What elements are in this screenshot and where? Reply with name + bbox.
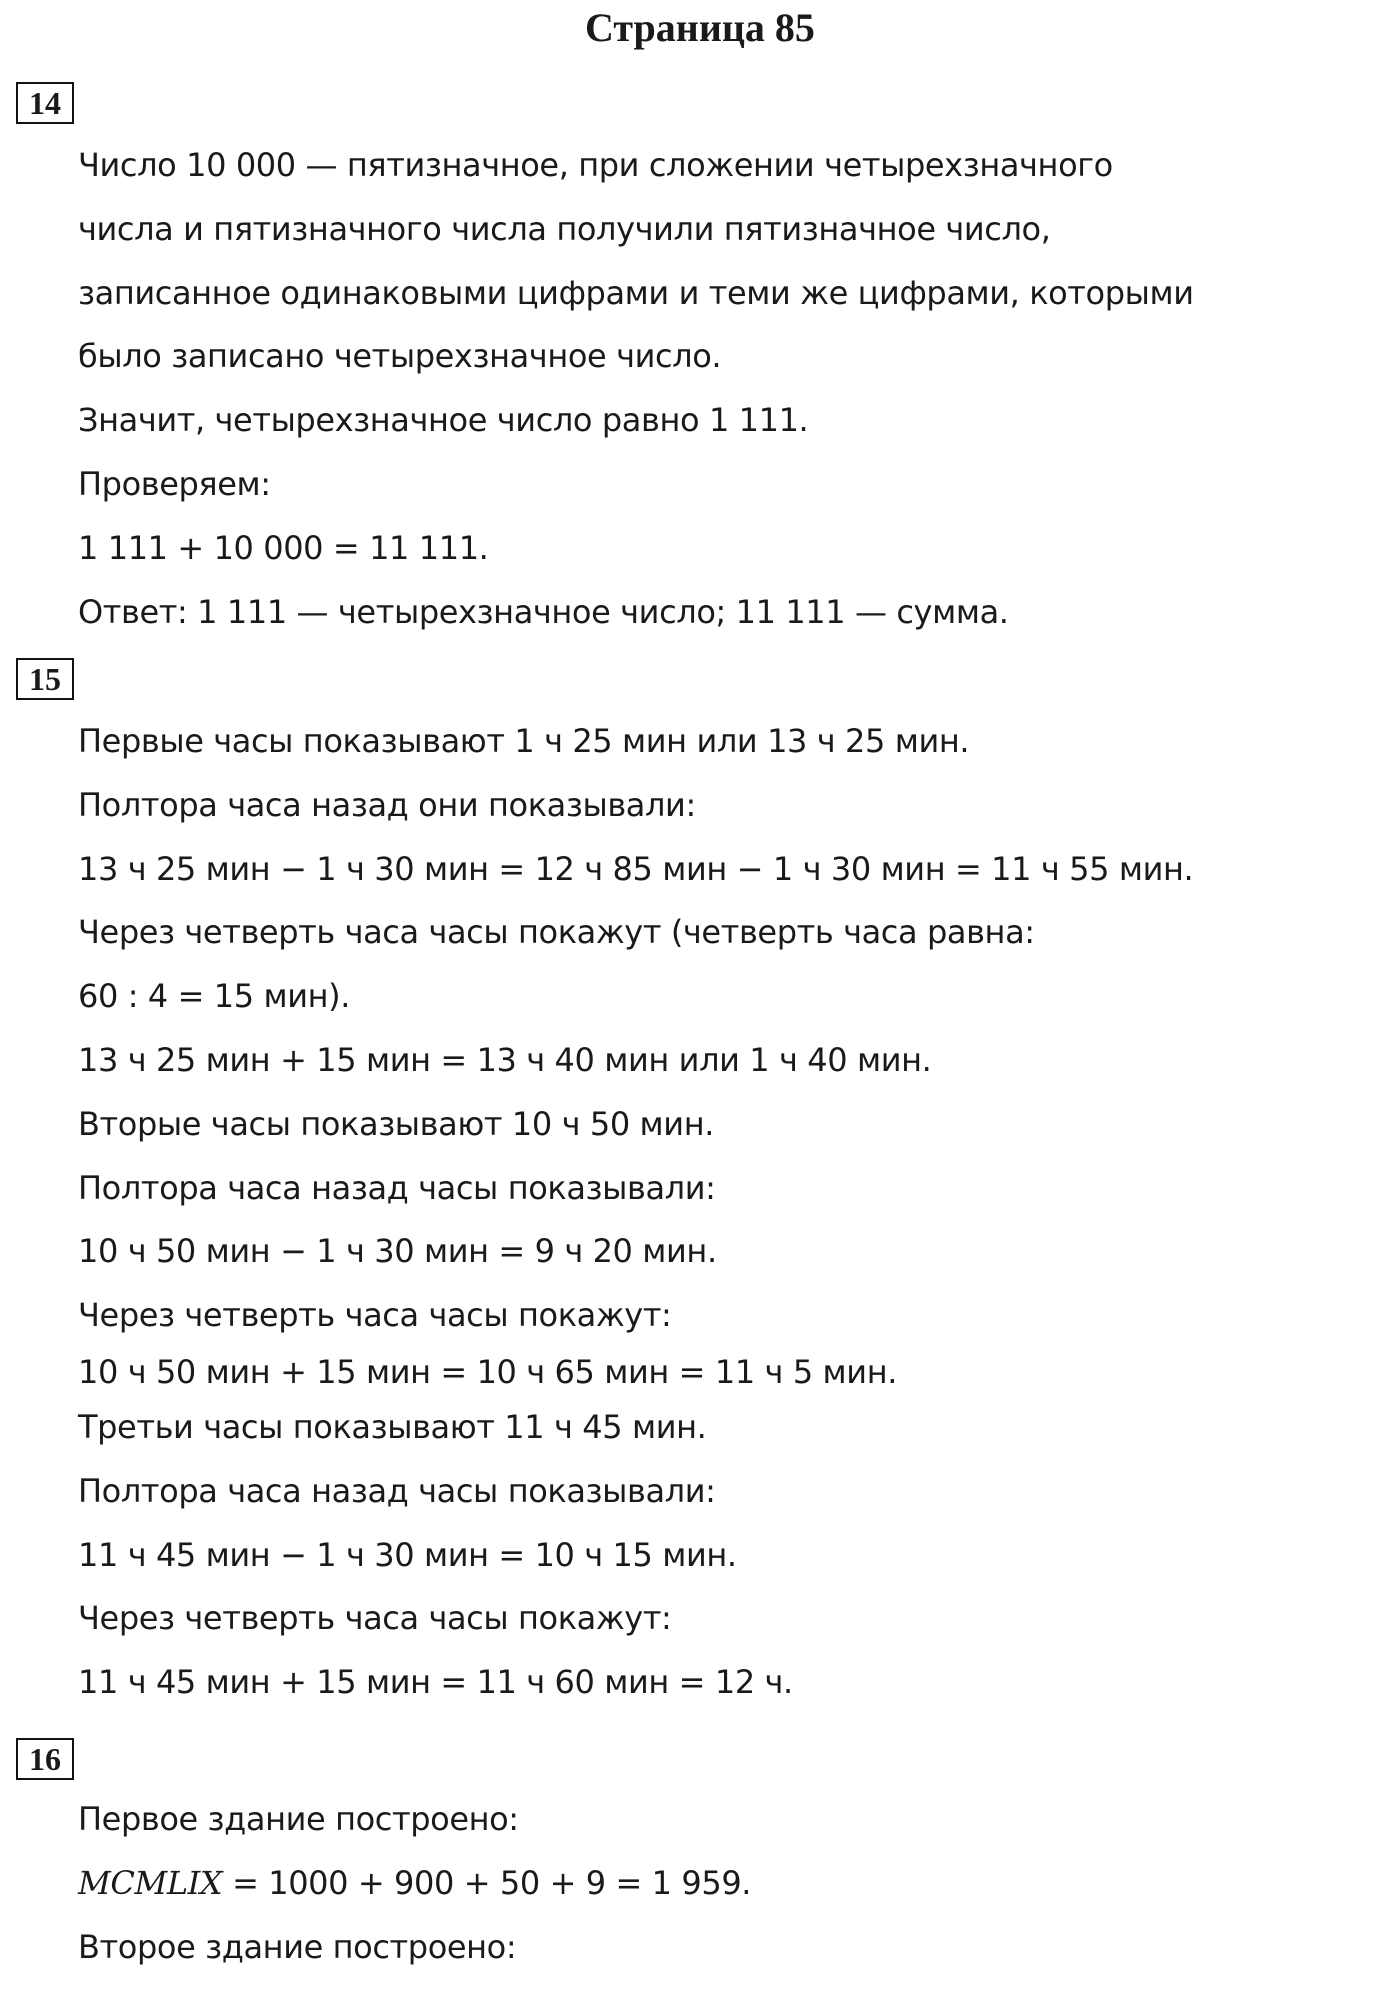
equation-line: 10 ч 50 мин − 1 ч 30 мин = 9 ч 20 мин.: [78, 1232, 717, 1271]
text-line: Через четверть часа часы покажут:: [78, 1599, 672, 1638]
text-line: числа и пятизначного числа получили пятизначное число,: [78, 209, 1051, 248]
equation-line: 13 ч 25 мин − 1 ч 30 мин = 12 ч 85 мин − 1 ч 30 мин = 11 ч 55 мин.: [78, 849, 1194, 888]
text-line: Через четверть часа часы покажут (четверть часа равна:: [78, 913, 1035, 952]
task-number-box: 15: [16, 658, 74, 700]
text-line: Первые часы показывают 1 ч 25 мин или 13 ч 25 мин.: [78, 722, 970, 760]
equation-line: [78, 1852, 1378, 1916]
equation-line: 60 : 4 = 15 мин).: [78, 977, 350, 1016]
equation-line: 11 ч 45 мин − 1 ч 30 мин = 10 ч 15 мин.: [78, 1535, 737, 1574]
roman-numeral: MCMLIX: [78, 1863, 223, 1902]
text-line: Третьи часы показывают 11 ч 45 мин.: [78, 1407, 707, 1446]
equation-rest: = 1000 + 900 + 50 + 9 = 1 959.: [222, 1863, 752, 1902]
task-text: [78, 134, 1378, 644]
text-line: Через четверть часа часы покажут:: [78, 1296, 672, 1335]
text-line: Полтора часа назад они показывали:: [78, 785, 696, 824]
answer-line: Ответ: 1 111 — четырехзначное число; 11 111 — сумма.: [78, 592, 1009, 631]
task-number-box: 14: [16, 82, 74, 124]
text-line: Проверяем:: [78, 464, 271, 503]
text-line: Число 10 000 — пятизначное, при сложении четырехзначного: [78, 146, 1113, 184]
task-number-box: 16: [16, 1738, 74, 1780]
text-line: записанное одинаковыми цифрами и теми же цифрами, которыми: [78, 273, 1194, 312]
text-line: Полтора часа назад часы показывали:: [78, 1168, 716, 1207]
text-line: Второе здание построено:: [78, 1927, 517, 1966]
task-text: [78, 1788, 1378, 1979]
text-line: Первое здание построено:: [78, 1800, 519, 1838]
task-text: [78, 710, 1378, 1715]
text-line: было записано четырехзначное число.: [78, 337, 722, 376]
equation-line: 1 111 + 10 000 = 11 111.: [78, 528, 489, 567]
text-line: Полтора часа назад часы показывали:: [78, 1471, 716, 1510]
equation-line: 13 ч 25 мин + 15 мин = 13 ч 40 мин или 1 ч 40 мин.: [78, 1040, 932, 1079]
page-title: Страница 85: [585, 5, 815, 50]
equation-line: 10 ч 50 мин + 15 мин = 10 ч 65 мин = 11 ч 5 мин.: [78, 1352, 897, 1391]
text-line: Значит, четырехзначное число равно 1 111.: [78, 401, 809, 440]
equation-line: 11 ч 45 мин + 15 мин = 11 ч 60 мин = 12 ч.: [78, 1663, 793, 1702]
text-line: Вторые часы показывают 10 ч 50 мин.: [78, 1104, 714, 1143]
